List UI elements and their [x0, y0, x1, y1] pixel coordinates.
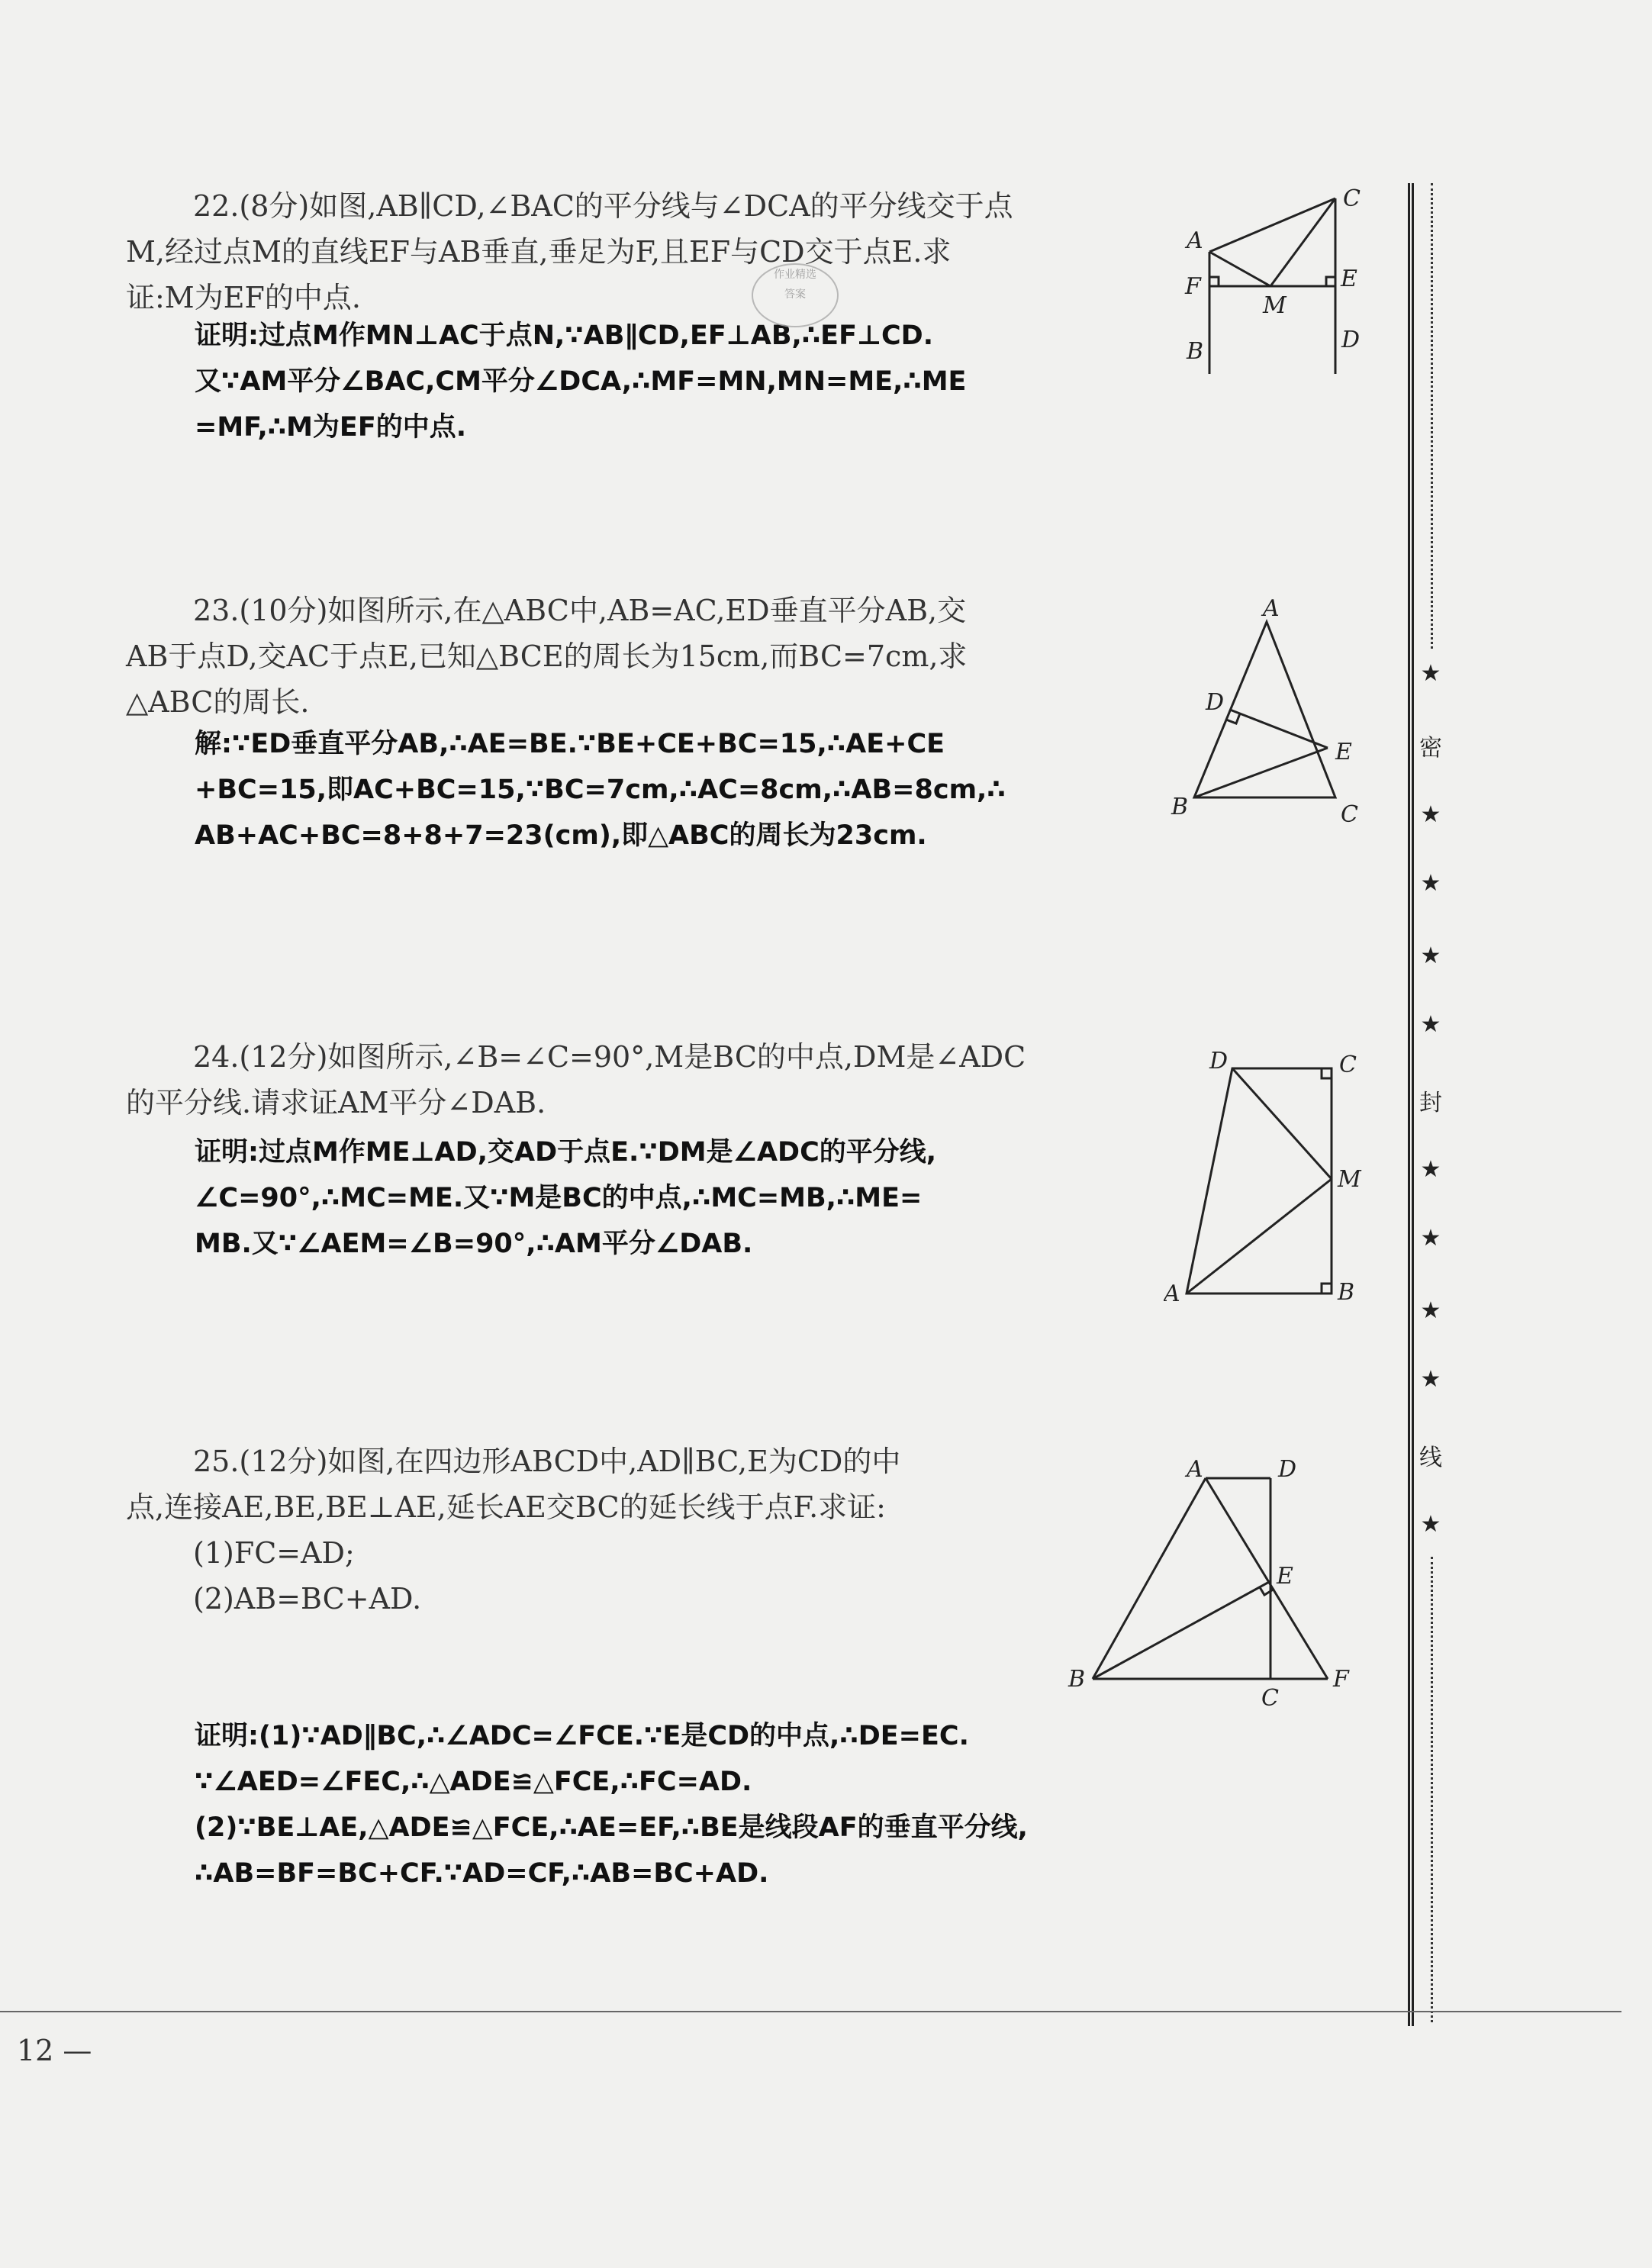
problem-line: 点,连接AE,BE,BE⊥AE,延长AE交BC的延长线于点F.求证:: [126, 1490, 886, 1524]
page-number: 12 —: [17, 2034, 92, 2067]
label-C: C: [1339, 1052, 1357, 1078]
quadrilateral-ABCD: [1187, 1068, 1332, 1293]
seal-char-xian: 线: [1419, 1445, 1442, 1471]
label-E: E: [1277, 1563, 1293, 1590]
proof-line: 证明:过点M作MN⊥AC于点N,∵AB∥CD,EF⊥AB,∴EF⊥CD.: [195, 321, 934, 351]
figure-24: [1164, 1045, 1370, 1313]
line-DM: [1232, 1068, 1332, 1179]
problem-22-proof: [195, 313, 1278, 450]
problem-25-statement: [126, 1438, 1171, 1622]
proof-line: 解:∵ED垂直平分AB,∴AE=BE.∵BE+CE+BC=15,∴AE+CE: [195, 729, 945, 759]
problem-line: 24.(12分)如图所示,∠B=∠C=90°,M是BC的中点,DM是∠ADC: [193, 1040, 1026, 1074]
label-C: C: [1343, 185, 1361, 212]
stamp-text: 答案: [784, 288, 806, 301]
seal-char-feng: 封: [1419, 1090, 1442, 1116]
proof-line: ∴AB=BF=BC+CF.∵AD=CF,∴AB=BC+AD.: [195, 1858, 769, 1889]
label-E: E: [1341, 266, 1357, 292]
label-C: C: [1261, 1685, 1279, 1709]
label-F: F: [1333, 1666, 1349, 1693]
right-angle-C: [1322, 1068, 1332, 1078]
problem-line: (2)AB=BC+AD.: [193, 1582, 422, 1616]
problem-line: (1)FC=AD;: [193, 1536, 355, 1570]
problem-line: 23.(10分)如图所示,在△ABC中,AB=AC,ED垂直平分AB,交: [193, 594, 967, 627]
problem-24-statement: [126, 1034, 1171, 1126]
label-F: F: [1185, 273, 1201, 300]
proof-line: AB+AC+BC=8+8+7=23(cm),即△ABC的周长为23cm.: [195, 820, 927, 851]
line-AM: [1187, 1179, 1332, 1293]
label-D: D: [1209, 1048, 1229, 1074]
margin-dotted-top: [1431, 183, 1433, 649]
proof-line: (2)∵BE⊥AE,△ADE≌△FCE,∴AE=EF,∴BE是线段AF的垂直平分线,: [195, 1812, 1028, 1843]
seal-star: ★: [1420, 1366, 1441, 1393]
proof-line: 又∵AM平分∠BAC,CM平分∠DCA,∴MF=MN,MN=ME,∴ME: [195, 366, 967, 397]
problem-line: M,经过点M的直线EF与AB垂直,垂足为F,且EF与CD交于点E.求: [126, 235, 952, 269]
label-C: C: [1341, 801, 1358, 828]
problem-25-proof: [195, 1713, 1278, 1896]
label-A: A: [1263, 595, 1280, 622]
label-B: B: [1068, 1666, 1086, 1693]
proof-line: 证明:(1)∵AD∥BC,∴∠ADC=∠FCE.∵E是CD的中点,∴DE=EC.: [195, 1721, 969, 1751]
stamp-text: 作业精选: [774, 269, 816, 281]
footer-rule: [0, 2011, 1621, 2012]
line-DE: [1230, 710, 1328, 748]
right-angle-B: [1322, 1284, 1332, 1293]
label-B: B: [1187, 338, 1204, 365]
problem-line: 22.(8分)如图,AB∥CD,∠BAC的平分线与∠DCA的平分线交于点: [193, 189, 1013, 223]
proof-line: +BC=15,即AC+BC=15,∵BC=7cm,∴AC=8cm,∴AB=8cm,∴: [195, 775, 1006, 805]
figure-25: [1064, 1450, 1370, 1709]
figure-23: [1164, 595, 1370, 839]
label-E: E: [1335, 739, 1352, 765]
line-AF: [1206, 1478, 1328, 1679]
label-D: D: [1341, 327, 1361, 353]
proof-line: 证明:过点M作ME⊥AD,交AD于点E.∵DM是∠ADC的平分线,: [195, 1137, 937, 1168]
seal-star: ★: [1420, 1297, 1441, 1324]
proof-line: =MF,∴M为EF的中点.: [195, 412, 467, 443]
label-M: M: [1338, 1166, 1361, 1193]
right-angle-F: [1209, 277, 1219, 286]
label-A: A: [1187, 1456, 1203, 1483]
seal-star: ★: [1420, 1011, 1441, 1038]
proof-line: ∠C=90°,∴MC=ME.又∵M是BC的中点,∴MC=MB,∴ME=: [195, 1183, 923, 1213]
line-BE: [1194, 748, 1328, 797]
problem-23-proof: [195, 721, 1278, 859]
seal-star: ★: [1420, 1225, 1441, 1252]
label-A: A: [1164, 1281, 1180, 1307]
problem-line: △ABC的周长.: [126, 685, 310, 719]
seal-star: ★: [1420, 870, 1441, 897]
problem-line: AB于点D,交AC于点E,已知△BCE的周长为15cm,而BC=7cm,求: [126, 639, 968, 673]
problem-23-statement: [126, 588, 1171, 725]
seal-star: ★: [1420, 801, 1441, 828]
proof-line: ∵∠AED=∠FEC,∴△ADE≌△FCE,∴FC=AD.: [195, 1767, 752, 1797]
problem-line: 证:M为EF的中点.: [126, 281, 361, 314]
seal-star: ★: [1420, 942, 1441, 969]
problem-line: 25.(12分)如图,在四边形ABCD中,AD∥BC,E为CD的中: [193, 1445, 901, 1478]
label-D: D: [1278, 1456, 1297, 1483]
seal-char-mi: 密: [1419, 735, 1442, 762]
seal-star: ★: [1420, 660, 1441, 687]
problem-24-proof: [195, 1129, 1278, 1267]
seal-star: ★: [1420, 1156, 1441, 1183]
margin-rule-left: [1408, 183, 1410, 2026]
figure-22: [1179, 179, 1377, 385]
label-B: B: [1171, 794, 1189, 820]
label-B: B: [1338, 1279, 1355, 1306]
label-D: D: [1206, 689, 1225, 716]
proof-line: MB.又∵∠AEM=∠B=90°,∴AM平分∠DAB.: [195, 1229, 753, 1259]
problem-22-statement: [126, 183, 1171, 321]
right-angle-E: [1326, 277, 1335, 286]
label-M: M: [1263, 292, 1286, 319]
stamp-watermark: [752, 263, 839, 327]
label-A: A: [1187, 227, 1203, 254]
margin-dotted-bottom: [1431, 1557, 1433, 2022]
problem-line: 的平分线.请求证AM平分∠DAB.: [126, 1086, 546, 1120]
seal-star: ★: [1420, 1511, 1441, 1538]
